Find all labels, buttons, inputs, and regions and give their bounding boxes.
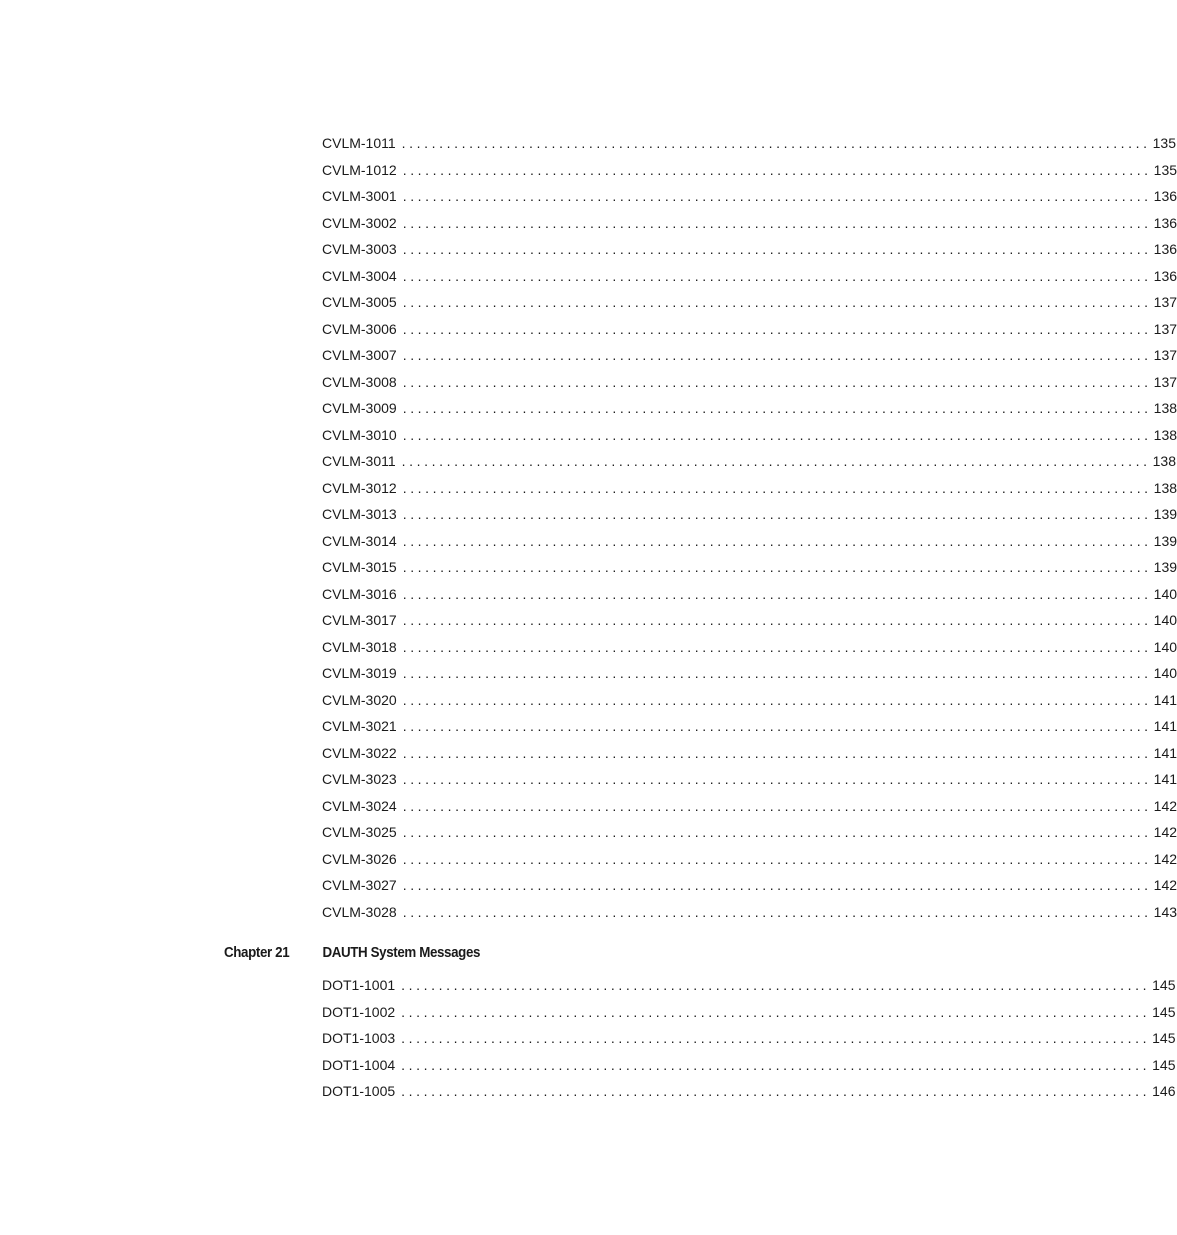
toc-entry[interactable] <box>322 902 1177 929</box>
toc-entry-title: CVLM-1011 <box>322 135 396 151</box>
toc-entry-page: 142 <box>1153 850 1177 867</box>
toc-entry[interactable] <box>322 345 1177 372</box>
toc-entry[interactable] <box>322 637 1177 664</box>
toc-entry-page: 142 <box>1153 877 1177 893</box>
toc-entry[interactable] <box>322 822 1177 849</box>
toc-entry-title: DOT1-1005 <box>322 1083 396 1099</box>
toc-entry-page: 137 <box>1153 294 1177 310</box>
toc-entry[interactable] <box>322 1081 1176 1108</box>
toc-entry-page: 146 <box>1152 1083 1176 1099</box>
toc-entry-page: 139 <box>1153 506 1177 522</box>
toc-entry-page: 145 <box>1152 977 1176 993</box>
toc-list-cvlm <box>322 133 1177 928</box>
dot-leader: .................................................................................................... <box>402 824 1152 840</box>
toc-entry-page: 137 <box>1153 373 1177 390</box>
toc-entry[interactable] <box>322 557 1177 584</box>
toc-entry-page: 136 <box>1153 188 1177 204</box>
toc-entry[interactable] <box>322 875 1177 902</box>
toc-entry-page: 140 <box>1153 665 1177 681</box>
toc-entry-title: DOT1-1004 <box>322 1056 396 1073</box>
toc-entry[interactable] <box>322 1028 1176 1055</box>
dot-leader: .................................................................................................... <box>401 453 1151 469</box>
toc-entry-title: CVLM-3009 <box>322 400 397 416</box>
toc-entry[interactable] <box>322 975 1176 1002</box>
toc-entry-title: DOT1-1002 <box>322 1003 396 1020</box>
dot-leader: .................................................................................................... <box>402 850 1152 867</box>
toc-entry-page: 145 <box>1152 1003 1176 1020</box>
toc-entry[interactable] <box>322 292 1177 319</box>
toc-entry[interactable] <box>322 425 1177 452</box>
toc-entry-page: 138 <box>1153 400 1177 416</box>
dot-leader: .................................................................................................... <box>402 559 1152 575</box>
toc-entry[interactable] <box>322 663 1177 690</box>
toc-entry[interactable] <box>322 796 1177 823</box>
toc-entry-title: CVLM-3020 <box>322 691 397 708</box>
dot-leader: .................................................................................................... <box>402 797 1152 814</box>
toc-entry[interactable] <box>322 1002 1176 1029</box>
toc-entry-title: CVLM-3016 <box>322 585 397 602</box>
toc-entry[interactable] <box>322 769 1177 796</box>
toc-entry[interactable] <box>322 478 1177 505</box>
dot-leader: .................................................................................................... <box>402 161 1152 178</box>
dot-leader: .................................................................................................... <box>402 373 1152 390</box>
toc-entry-page: 141 <box>1153 744 1177 761</box>
toc-entry[interactable] <box>322 213 1177 240</box>
dot-leader: .................................................................................................... <box>401 1083 1151 1099</box>
toc-entry-page: 136 <box>1153 267 1177 284</box>
toc-entry-title: CVLM-3028 <box>322 903 397 920</box>
dot-leader: .................................................................................................... <box>402 612 1152 628</box>
toc-entry-page: 140 <box>1153 638 1177 655</box>
toc-entry-page: 143 <box>1153 903 1177 920</box>
toc-entry-page: 138 <box>1153 426 1177 443</box>
toc-entry-title: CVLM-3023 <box>322 771 397 787</box>
toc-entry-page: 142 <box>1153 797 1177 814</box>
toc-entry[interactable] <box>322 133 1176 160</box>
toc-entry-title: CVLM-3017 <box>322 612 397 628</box>
toc-entry[interactable] <box>322 690 1177 717</box>
toc-entry-title: CVLM-3027 <box>322 877 397 893</box>
toc-entry-page: 141 <box>1153 771 1177 787</box>
toc-entry-page: 136 <box>1153 241 1177 257</box>
toc-entry[interactable] <box>322 610 1177 637</box>
toc-entry-page: 135 <box>1152 135 1176 151</box>
dot-leader: .................................................................................................... <box>402 903 1152 920</box>
toc-entry-title: CVLM-3006 <box>322 320 397 337</box>
dot-leader: .................................................................................................... <box>402 718 1152 734</box>
dot-leader: .................................................................................................... <box>401 1056 1151 1073</box>
toc-entry-title: CVLM-3024 <box>322 797 397 814</box>
toc-entry-title: CVLM-3022 <box>322 744 397 761</box>
toc-entry-title: CVLM-3021 <box>322 718 397 734</box>
toc-entry-title: CVLM-3014 <box>322 532 397 549</box>
toc-entry[interactable] <box>322 186 1177 213</box>
toc-entry-page: 140 <box>1153 585 1177 602</box>
dot-leader: .................................................................................................... <box>401 1030 1151 1046</box>
dot-leader: .................................................................................................... <box>402 426 1152 443</box>
toc-entry-title: CVLM-3012 <box>322 479 397 496</box>
chapter-heading <box>224 945 794 967</box>
toc-entry-title: CVLM-3010 <box>322 426 397 443</box>
toc-entry-title: CVLM-3025 <box>322 824 397 840</box>
toc-entry-title: CVLM-3004 <box>322 267 397 284</box>
toc-entry-title: CVLM-3026 <box>322 850 397 867</box>
toc-entry[interactable] <box>322 849 1177 876</box>
toc-entry-page: 135 <box>1153 161 1177 178</box>
toc-entry[interactable] <box>322 239 1177 266</box>
dot-leader: .................................................................................................... <box>401 977 1151 993</box>
toc-list-dot1 <box>322 975 1176 1108</box>
toc-entry[interactable] <box>322 372 1177 399</box>
dot-leader: .................................................................................................... <box>402 532 1152 549</box>
dot-leader: .................................................................................................... <box>402 267 1152 284</box>
dot-leader: .................................................................................................... <box>402 188 1152 204</box>
dot-leader: .................................................................................................... <box>402 691 1152 708</box>
toc-entry-title: CVLM-3005 <box>322 294 397 310</box>
toc-entry-page: 136 <box>1153 214 1177 231</box>
toc-entry-page: 138 <box>1153 479 1177 496</box>
toc-entry-title: CVLM-3018 <box>322 638 397 655</box>
toc-entry[interactable] <box>322 504 1177 531</box>
dot-leader: .................................................................................................... <box>402 347 1152 363</box>
toc-entry[interactable] <box>322 716 1177 743</box>
toc-entry-title: CVLM-3015 <box>322 559 397 575</box>
dot-leader: .................................................................................................... <box>401 1003 1151 1020</box>
toc-entry-title: CVLM-3019 <box>322 665 397 681</box>
dot-leader: .................................................................................................... <box>402 506 1152 522</box>
toc-entry[interactable] <box>322 160 1177 187</box>
toc-entry-page: 145 <box>1152 1030 1176 1046</box>
toc-entry-page: 137 <box>1153 320 1177 337</box>
toc-entry-title: CVLM-3007 <box>322 347 397 363</box>
dot-leader: .................................................................................................... <box>402 638 1152 655</box>
toc-entry-title: CVLM-3013 <box>322 506 397 522</box>
dot-leader: .................................................................................................... <box>401 135 1151 151</box>
toc-entry[interactable] <box>322 319 1177 346</box>
toc-entry[interactable] <box>322 531 1177 558</box>
toc-entry-page: 139 <box>1153 532 1177 549</box>
toc-entry-title: CVLM-3003 <box>322 241 397 257</box>
dot-leader: .................................................................................................... <box>402 771 1152 787</box>
dot-leader: .................................................................................................... <box>402 665 1152 681</box>
dot-leader: .................................................................................................... <box>402 400 1152 416</box>
toc-entry-page: 145 <box>1152 1056 1176 1073</box>
toc-entry-title: DOT1-1003 <box>322 1030 396 1046</box>
dot-leader: .................................................................................................... <box>402 877 1152 893</box>
toc-entry-title: CVLM-3011 <box>322 453 396 469</box>
toc-entry[interactable] <box>322 1055 1176 1082</box>
toc-entry-title: DOT1-1001 <box>322 977 396 993</box>
dot-leader: .................................................................................................... <box>402 241 1152 257</box>
toc-entry[interactable] <box>322 266 1177 293</box>
toc-entry-title: CVLM-3001 <box>322 188 397 204</box>
toc-entry-page: 139 <box>1153 559 1177 575</box>
toc-entry-title: CVLM-1012 <box>322 161 397 178</box>
dot-leader: .................................................................................................... <box>402 479 1152 496</box>
toc-entry[interactable] <box>322 743 1177 770</box>
toc-entry-page: 138 <box>1152 453 1176 469</box>
toc-entry[interactable] <box>322 451 1176 478</box>
toc-entry-title: CVLM-3008 <box>322 373 397 390</box>
toc-entry-page: 141 <box>1153 691 1177 708</box>
chapter-number: Chapter 21 <box>224 945 290 961</box>
toc-entry[interactable] <box>322 584 1177 611</box>
dot-leader: .................................................................................................... <box>402 294 1152 310</box>
toc-entry-page: 142 <box>1153 824 1177 840</box>
dot-leader: .................................................................................................... <box>402 585 1152 602</box>
toc-entry-page: 141 <box>1153 718 1177 734</box>
toc-entry-page: 137 <box>1153 347 1177 363</box>
dot-leader: .................................................................................................... <box>402 320 1152 337</box>
dot-leader: .................................................................................................... <box>402 214 1152 231</box>
chapter-title: DAUTH System Messages <box>322 945 481 961</box>
dot-leader: .................................................................................................... <box>402 744 1152 761</box>
toc-entry[interactable] <box>322 398 1177 425</box>
toc-entry-page: 140 <box>1153 612 1177 628</box>
toc-entry-title: CVLM-3002 <box>322 214 397 231</box>
